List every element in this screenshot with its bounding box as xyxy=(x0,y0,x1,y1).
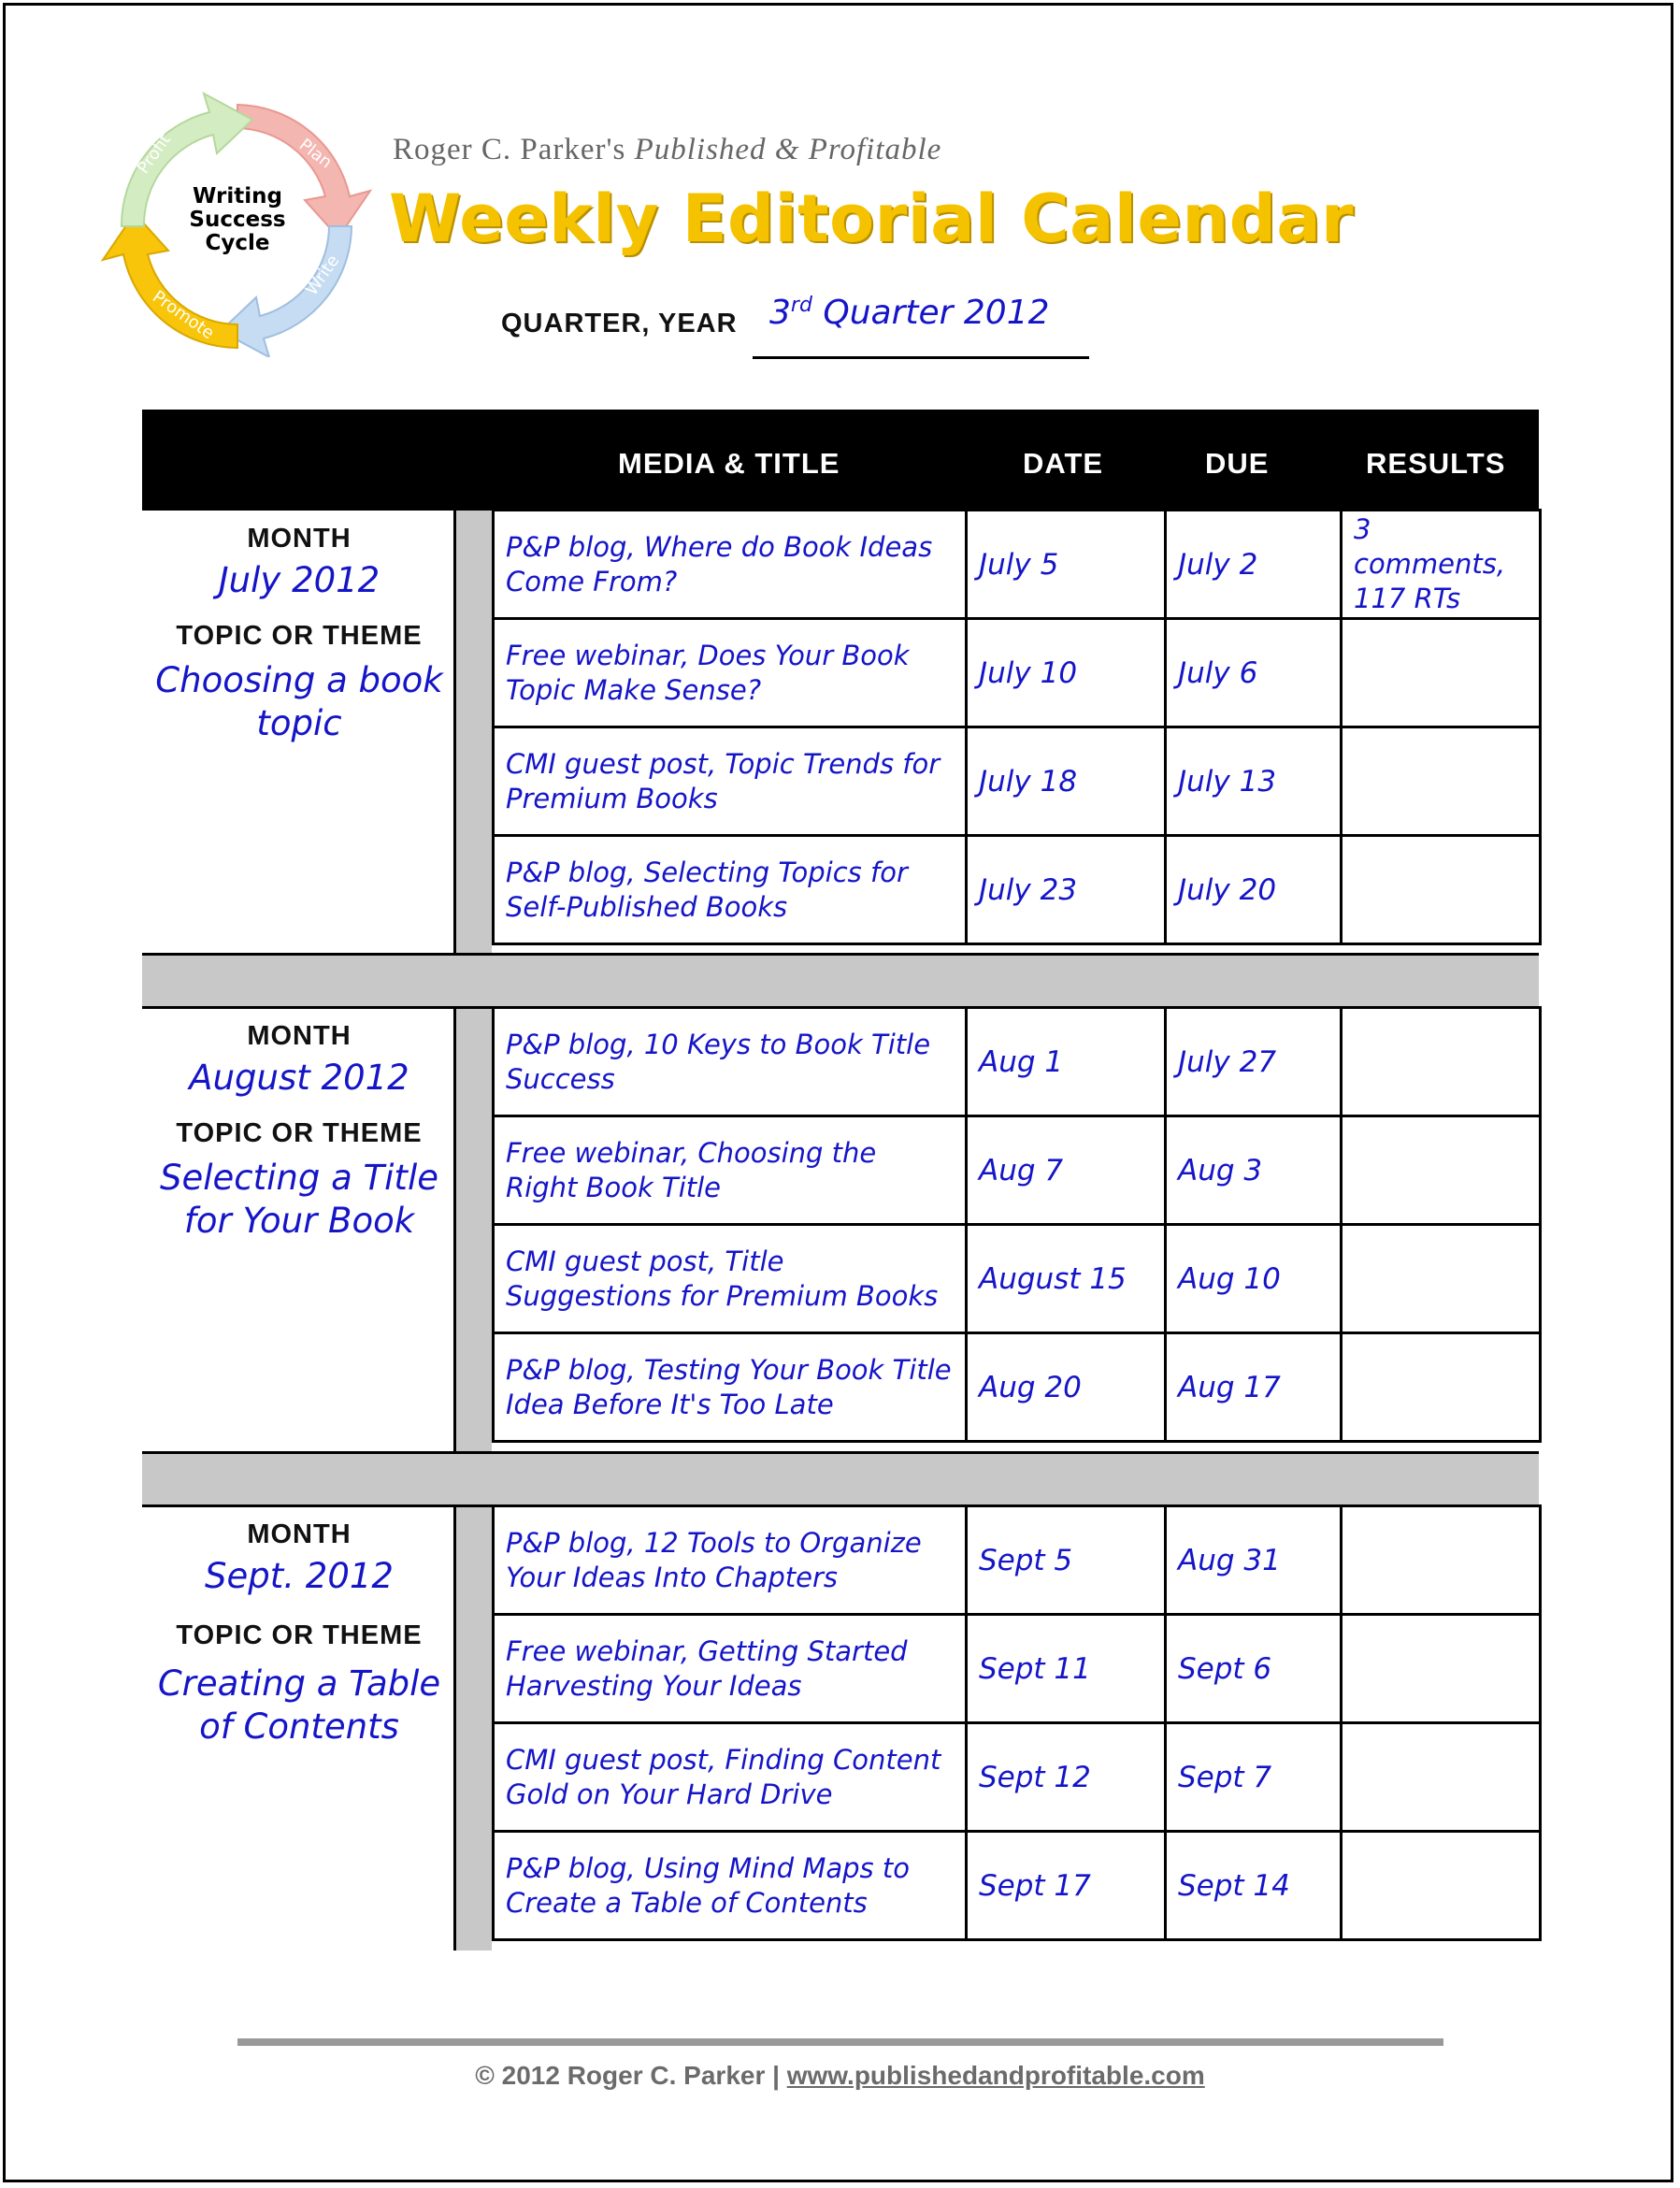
byline xyxy=(393,133,941,167)
media-title-cell[interactable]: P&P blog, 10 Keys to Book Title Success xyxy=(494,1008,967,1116)
logo-stage-plan: Plan xyxy=(294,135,337,173)
logo-line-3: Cycle xyxy=(205,231,270,255)
month-label: MONTH xyxy=(247,1519,352,1549)
topic-value: Selecting a Title for Your Book xyxy=(160,1158,438,1241)
media-title-cell[interactable]: P&P blog, 12 Tools to Organize Your Ideas Into Chapters xyxy=(494,1506,967,1615)
logo-stage-promote: Promote xyxy=(149,286,218,344)
table-row xyxy=(494,1008,1541,1116)
footer-website-link[interactable]: www.publishedandprofitable.com xyxy=(786,2061,1205,2090)
date-cell[interactable]: August 15 xyxy=(967,1225,1166,1333)
date-cell[interactable]: Aug 7 xyxy=(967,1116,1166,1225)
results-cell[interactable] xyxy=(1342,1832,1541,1940)
due-cell[interactable]: July 20 xyxy=(1166,836,1342,944)
due-cell[interactable]: Aug 17 xyxy=(1166,1333,1342,1442)
results-cell[interactable]: 3 comments, 117 RTs xyxy=(1342,511,1541,619)
table-row xyxy=(494,1333,1541,1442)
month-cell-july xyxy=(142,524,456,745)
logo-stage-write: Write xyxy=(301,251,344,299)
footer xyxy=(0,2061,1680,2091)
date-cell[interactable]: July 23 xyxy=(967,836,1166,944)
footer-copyright: © 2012 Roger C. Parker | xyxy=(475,2061,787,2090)
media-title-cell[interactable]: P&P blog, Where do Book Ideas Come From? xyxy=(494,511,967,619)
header-media-title: MEDIA & TITLE xyxy=(618,447,840,480)
due-cell[interactable]: Aug 10 xyxy=(1166,1225,1342,1333)
results-cell[interactable] xyxy=(1342,836,1541,944)
media-title-cell[interactable]: P&P blog, Using Mind Maps to Create a Table of Contents xyxy=(494,1832,967,1940)
table-row xyxy=(494,1116,1541,1225)
quarter-year-label: QUARTER, YEAR xyxy=(501,309,738,338)
results-cell[interactable] xyxy=(1342,1506,1541,1615)
date-cell[interactable]: Sept 12 xyxy=(967,1723,1166,1832)
byline-author: Roger C. Parker's xyxy=(393,133,626,166)
media-title-cell[interactable]: CMI guest post, Topic Trends for Premium Books xyxy=(494,727,967,836)
due-cell[interactable]: July 6 xyxy=(1166,619,1342,727)
date-cell[interactable]: Sept 11 xyxy=(967,1615,1166,1723)
media-title-cell[interactable]: CMI guest post, Title Suggestions for Premium Books xyxy=(494,1225,967,1333)
month-cell-august xyxy=(142,1021,456,1243)
due-cell[interactable]: Sept 6 xyxy=(1166,1615,1342,1723)
media-title-cell[interactable]: P&P blog, Selecting Topics for Self-Published Books xyxy=(494,836,967,944)
logo-line-2: Success xyxy=(189,208,286,232)
quarter-year-text: Quarter 2012 xyxy=(811,294,1050,332)
date-cell[interactable]: Sept 5 xyxy=(967,1506,1166,1615)
month-label: MONTH xyxy=(247,524,352,554)
byline-brand: Published & Profitable xyxy=(634,133,942,166)
logo-stage-profit: Profit xyxy=(133,130,176,178)
results-cell[interactable] xyxy=(1342,1333,1541,1442)
results-cell[interactable] xyxy=(1342,1615,1541,1723)
date-cell[interactable]: July 10 xyxy=(967,619,1166,727)
table-header-bar xyxy=(142,410,1539,511)
table-row xyxy=(494,511,1541,619)
due-cell[interactable]: July 13 xyxy=(1166,727,1342,836)
due-cell[interactable]: Aug 3 xyxy=(1166,1116,1342,1225)
media-title-cell[interactable]: P&P blog, Testing Your Book Title Idea Before It's Too Late xyxy=(494,1333,967,1442)
due-cell[interactable]: Sept 14 xyxy=(1166,1832,1342,1940)
quarter-number: 3 xyxy=(769,294,791,332)
results-cell[interactable] xyxy=(1342,727,1541,836)
month-value: Sept. 2012 xyxy=(205,1556,394,1596)
section-divider-2 xyxy=(142,1454,1539,1506)
header-due: DUE xyxy=(1205,447,1270,480)
divider-border xyxy=(142,1451,1539,1454)
month-value: August 2012 xyxy=(189,1058,409,1098)
date-cell[interactable]: July 18 xyxy=(967,727,1166,836)
results-cell[interactable] xyxy=(1342,1008,1541,1116)
table-row xyxy=(494,619,1541,727)
due-cell[interactable]: July 27 xyxy=(1166,1008,1342,1116)
date-cell[interactable]: Sept 17 xyxy=(967,1832,1166,1940)
results-cell[interactable] xyxy=(1342,1225,1541,1333)
media-title-cell[interactable]: CMI guest post, Finding Content Gold on Your Hard Drive xyxy=(494,1723,967,1832)
topic-value: Creating a Table of Contents xyxy=(157,1663,441,1747)
media-title-cell[interactable]: Free webinar, Getting Started Harvesting Your Ideas xyxy=(494,1615,967,1723)
header-results: RESULTS xyxy=(1366,447,1506,480)
calendar-rows-sept xyxy=(492,1504,1542,1941)
results-cell[interactable] xyxy=(1342,1116,1541,1225)
media-title-cell[interactable]: Free webinar, Choosing the Right Book Title xyxy=(494,1116,967,1225)
footer-rule xyxy=(237,2038,1443,2046)
table-row xyxy=(494,1832,1541,1940)
table-row xyxy=(494,1723,1541,1832)
table-row xyxy=(494,1506,1541,1615)
quarter-year-field[interactable] xyxy=(753,294,1089,359)
table-row xyxy=(494,1615,1541,1723)
divider-border xyxy=(142,953,1539,956)
vertical-gray-divider xyxy=(456,511,492,1950)
topic-label: TOPIC OR THEME xyxy=(176,621,423,651)
media-title-cell[interactable]: Free webinar, Does Your Book Topic Make Sense? xyxy=(494,619,967,727)
month-value: July 2012 xyxy=(218,560,381,600)
quarter-suffix: rd xyxy=(790,294,812,317)
topic-label: TOPIC OR THEME xyxy=(176,1118,423,1148)
logo-line-1: Writing xyxy=(193,184,282,209)
topic-value: Choosing a book topic xyxy=(155,660,443,743)
table-row xyxy=(494,836,1541,944)
writing-success-cycle-logo xyxy=(97,86,378,357)
calendar-rows-august xyxy=(492,1006,1542,1443)
date-cell[interactable]: July 5 xyxy=(967,511,1166,619)
due-cell[interactable]: Sept 7 xyxy=(1166,1723,1342,1832)
due-cell[interactable]: Aug 31 xyxy=(1166,1506,1342,1615)
topic-label: TOPIC OR THEME xyxy=(176,1620,423,1650)
month-label: MONTH xyxy=(247,1021,352,1051)
page-title: Weekly Editorial Calendar xyxy=(389,180,1355,257)
table-row xyxy=(494,727,1541,836)
header-date: DATE xyxy=(1023,447,1104,480)
section-divider-1 xyxy=(142,956,1539,1008)
date-cell[interactable]: Aug 20 xyxy=(967,1333,1166,1442)
date-cell[interactable]: Aug 1 xyxy=(967,1008,1166,1116)
due-cell[interactable]: July 2 xyxy=(1166,511,1342,619)
month-cell-sept xyxy=(142,1519,456,1749)
calendar-rows-july xyxy=(492,509,1542,945)
table-row xyxy=(494,1225,1541,1333)
results-cell[interactable] xyxy=(1342,1723,1541,1832)
results-cell[interactable] xyxy=(1342,619,1541,727)
